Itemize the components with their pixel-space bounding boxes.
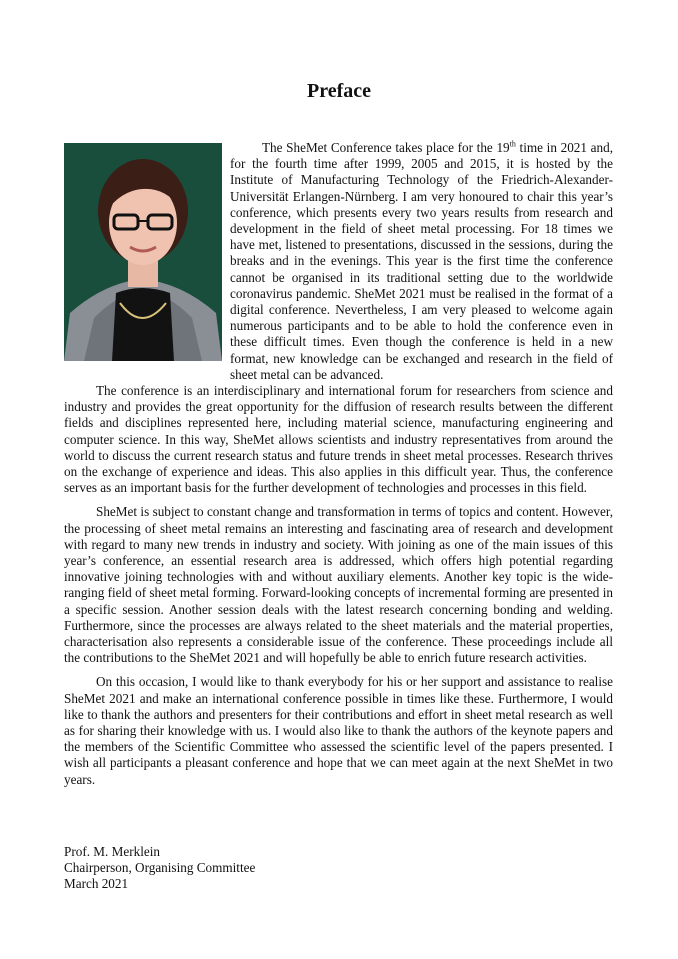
page-title: Preface [306,80,372,102]
author-photo [64,143,222,361]
paragraph-2: SheMet is subject to constant change and transformation in terms of topics and content. However, the processing of sheet metal remains an interesting and fascinating area of research and development with regard to many new trends in industry and society. With joining as one of the main issues of this year’s conference, an essential research area is addressed, which offers high potential regarding innovative joining technologies with and without auxiliary elements. Another key topic is the wide-ranging field of sheet metal forming. Forward-looking concepts of incremental forming are presented in a specific session. Another session deals with the latest research concerning bonding and welding. Furthermore, since the processes are always related to the sheet materials and the material properties, characterisation also represents a considerable issue of the conference. These proceedings include all the contributions to the SheMet 2021 and will hopefully be able to enrich future research activities. [64,504,613,666]
intro-paragraph [230,140,613,383]
intro-text-start: The SheMet Conference takes place for the 19 [262,140,510,155]
signature-block [64,844,255,893]
intro-text-rest: time in 2021 and, for the fourth time after 1999, 2005 and 2015, it is hosted by the Institute of Manufacturing Technology of the Friedrich-Alexander-Universität Erlangen-Nürnberg. I am very honoured to chair this year’s conference, which presents every two years results from research and development in the field of sheet metal processing. For 18 times we have met, listened to presentations, discussed in the sessions, during the breaks and in the evenings. This year is the first time the conference cannot be organised in its traditional setting due to the worldwide coronavirus pandemic. SheMet 2021 must be realised in the format of a digital conference. Nevertheless, I am very pleased to welcome again numerous participants and to be able to hold the conference even in these difficult times. Even though the conference is held in a new format, new knowledge can be exchanged and research in the field of sheet metal can be advanced. [230,140,613,382]
paragraph-3: On this occasion, I would like to thank everybody for his or her support and assistance to realise SheMet 2021 and make an international conference possible in times like these. Furthermore, I would like to thank the authors and presenters for their contributions and effort in sheet metal research as well as for sharing their knowledge with us. I would also like to thank the authors of the keynote papers and the members of the Scientific Committee who assessed the scientific level of the papers presented. I wish all participants a pleasant conference and hope that we can meet again at the next SheMet in two years. [64,674,613,787]
signature-role: Chairperson, Organising Committee [64,860,256,876]
portrait-image [64,143,222,361]
body-text [64,383,613,796]
signature-date: March 2021 [64,876,129,892]
intro-superscript: th [509,139,516,149]
signature-name: Prof. M. Merklein [64,844,160,859]
paragraph-1: The conference is an interdisciplinary and international forum for researchers from science and industry and provides the great opportunity for the diffusion of research results between the different fields and disciplines represented here, including material science, manufacturing engineering and computer science. In this way, SheMet allows scientists and industry representatives from around the world to discuss the current research status and future trends in sheet metal processes. Research thrives on the exchange of experience and ideas. This also applies in this difficult year. Thus, the conference serves as an important basis for the further development of technologies and processes in this field. [64,383,613,496]
